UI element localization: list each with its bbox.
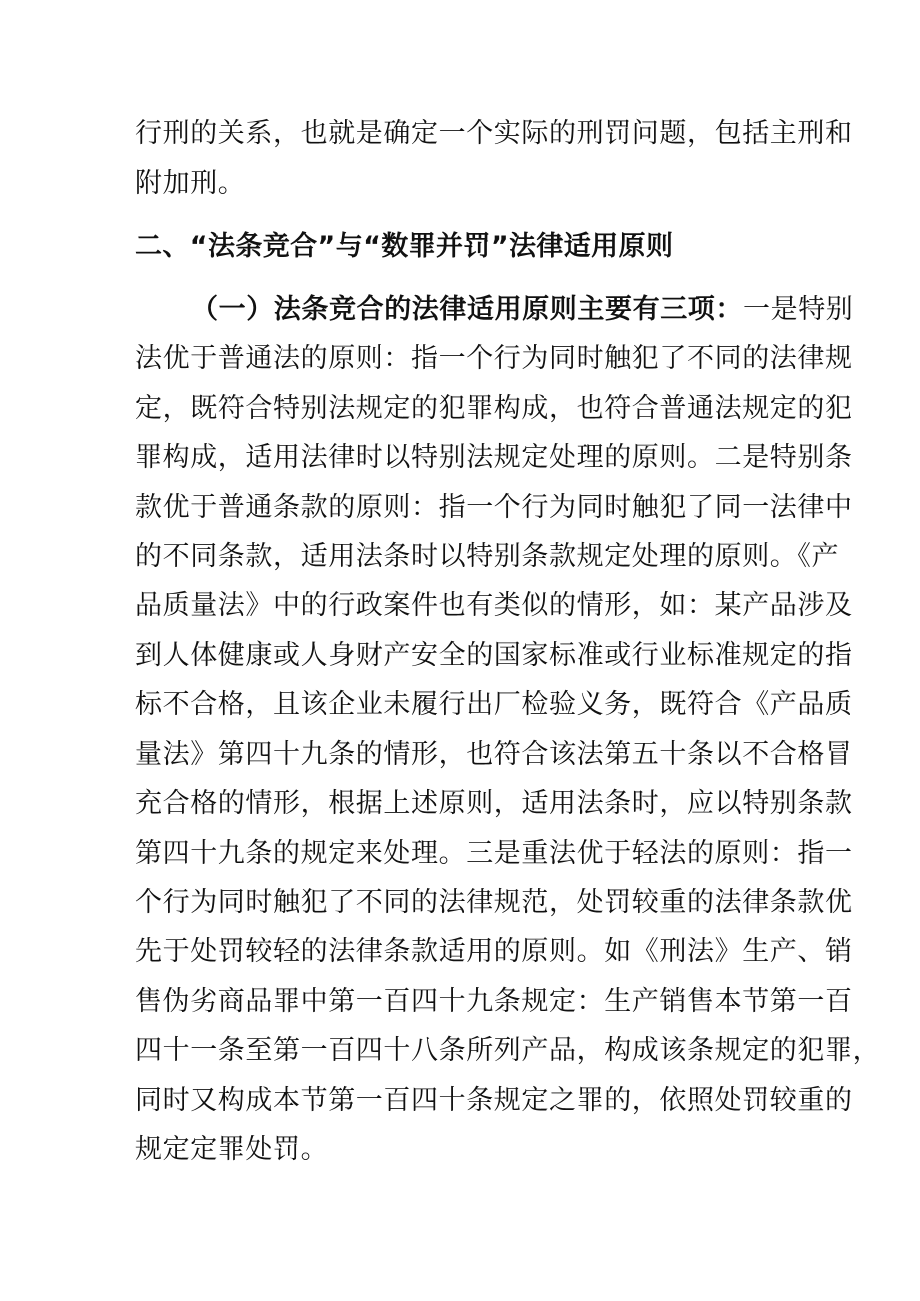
intro-line-2: 附加刑。 [135, 168, 246, 199]
section-heading: 二、“法条竞合”与“数罪并罚”法律适用原则 [135, 231, 674, 262]
subsection-first-line-rest: 一是特别 [743, 294, 854, 325]
subsection-first-line [191, 292, 853, 328]
body-line: 规定定罪处罚。 [135, 1134, 329, 1165]
body-line: 款优于普通条款的原则：指一个行为同时触犯了同一法律中 [135, 492, 853, 523]
body-line: 到人体健康或人身财产安全的国家标准或行业标准规定的指 [135, 640, 853, 671]
body-line: 的不同条款，适用法条时以特别条款规定处理的原则。《产 [135, 541, 840, 572]
body-line: 量法》第四十九条的情形，也符合该法第五十条以不合格冒 [135, 739, 853, 770]
body-line: 标不合格，且该企业未履行出厂检验义务，既符合《产品质 [135, 689, 853, 720]
subsection-bold-lead: （一）法条竞合的法律适用原则主要有三项： [191, 294, 743, 325]
body-line: 品质量法》中的行政案件也有类似的情形，如：某产品涉及 [135, 590, 853, 621]
body-line: 法优于普通法的原则：指一个行为同时触犯了不同的法律规 [135, 343, 853, 374]
intro-line-1: 行刑的关系，也就是确定一个实际的刑罚问题，包括主刑和 [135, 118, 853, 149]
body-line: 四十一条至第一百四十八条所列产品，构成该条规定的犯罪， [135, 1035, 881, 1066]
body-line: 个行为同时触犯了不同的法律规范，处罚较重的法律条款优 [135, 887, 853, 918]
body-line: 先于处罚较轻的法律条款适用的原则。如《刑法》生产、销 [135, 936, 853, 967]
body-line: 定，既符合特别法规定的犯罪构成，也符合普通法规定的犯 [135, 393, 853, 424]
body-line: 第四十九条的规定来处理。三是重法优于轻法的原则：指一 [135, 838, 853, 869]
body-line: 罪构成，适用法律时以特别法规定处理的原则。二是特别条 [135, 442, 853, 473]
body-line: 售伪劣商品罪中第一百四十九条规定：生产销售本节第一百 [135, 986, 853, 1017]
body-line: 同时又构成本节第一百四十条规定之罪的，依照处罚较重的 [135, 1085, 853, 1116]
body-line: 充合格的情形，根据上述原则，适用法条时，应以特别条款 [135, 788, 853, 819]
